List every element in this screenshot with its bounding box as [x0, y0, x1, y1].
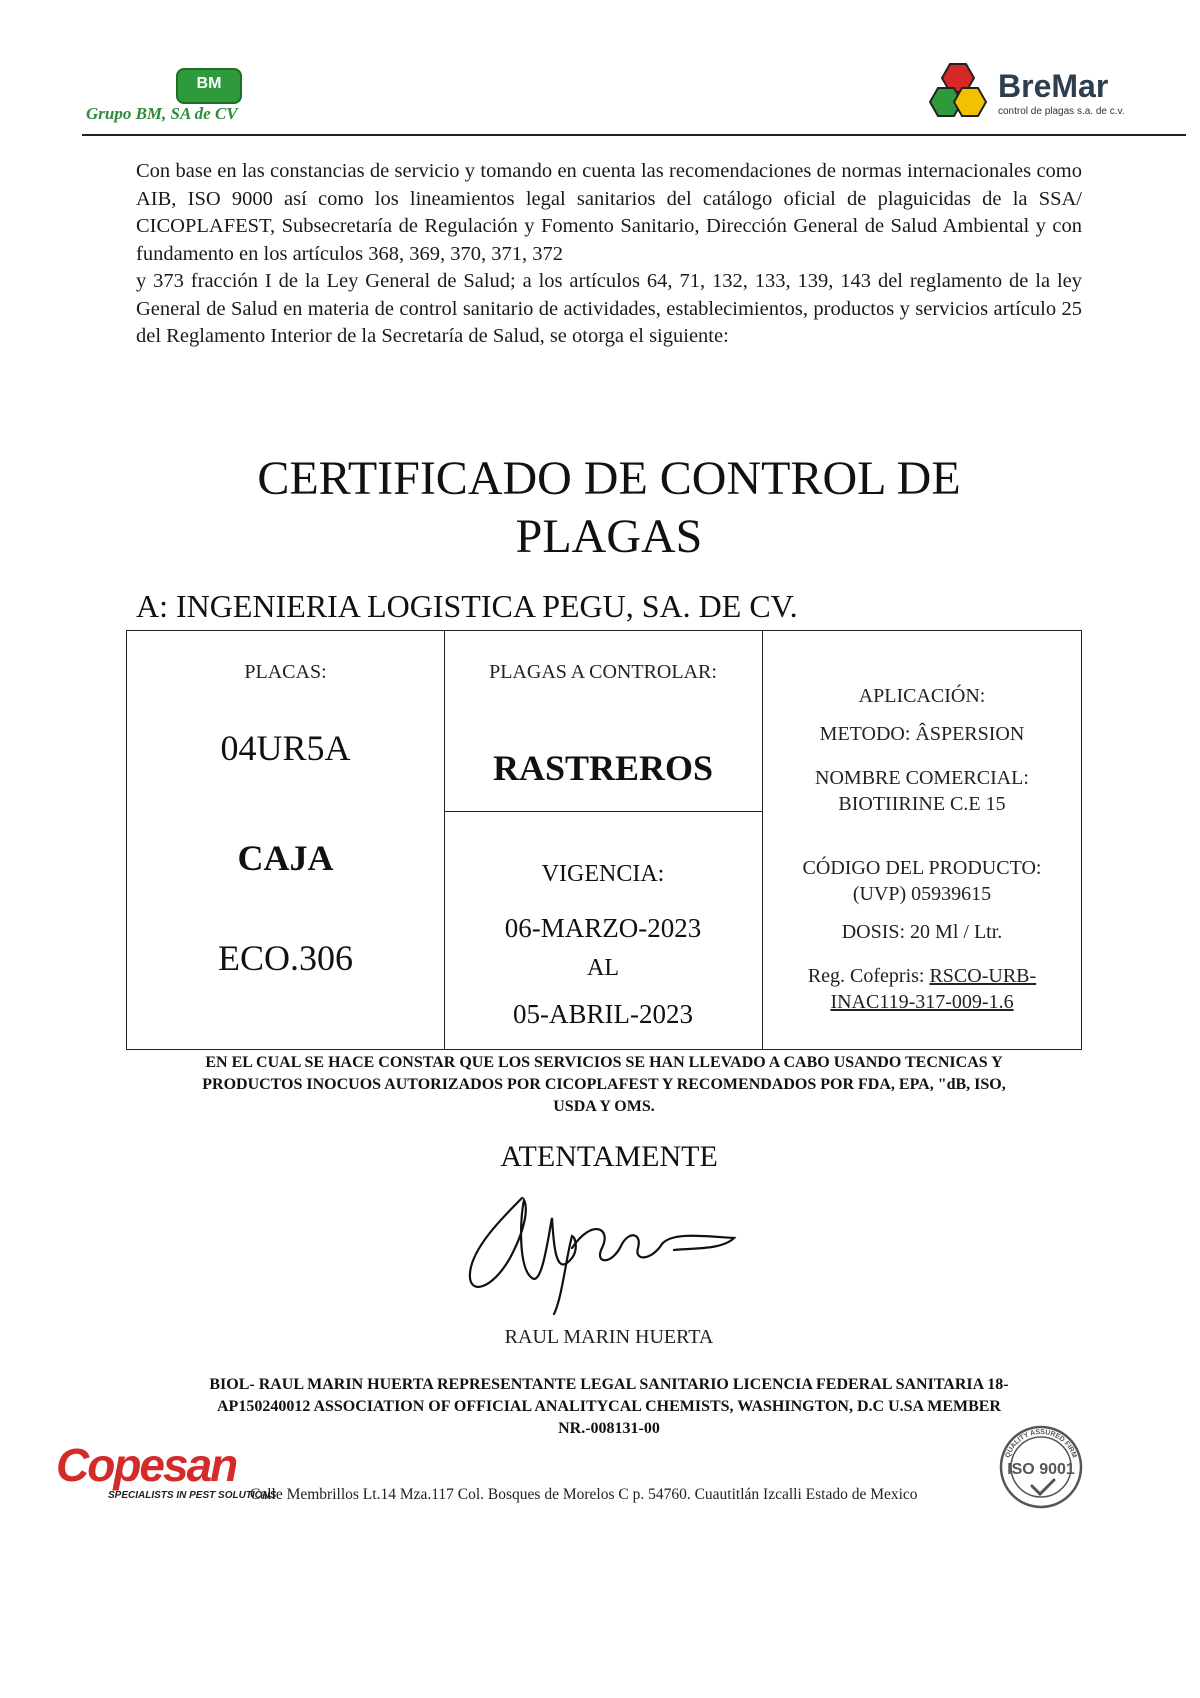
intro-paragraph-2: y 373 fracción I de la Ley General de Salud; a los artículos 64, 71, 132, 133, 139, 143 del reglamento de la ley General de Salud en materia de control sanitario de actividades, establecimientos, productos y servicios artículo 25 del Reglamento Interior de la Secretaría de Salud, se otorga el siguiente: — [136, 270, 1082, 347]
bremar-name: BreMar — [998, 68, 1109, 104]
vigencia-to: 05-ABRIL-2023 — [513, 999, 693, 1029]
title-line-2: PLAGAS — [515, 510, 703, 563]
svg-text:QUALITY ASSURED FIRM: QUALITY ASSURED FIRM — [1004, 1428, 1078, 1459]
bremar-tagline: control de plagas s.a. de c.v. — [998, 106, 1125, 117]
compliance-statement — [126, 1052, 1082, 1118]
placas-value: 04UR5A — [220, 728, 351, 768]
header-divider — [82, 134, 1186, 136]
aplicacion-label: APLICACIÓN: — [858, 685, 986, 707]
plagas-value: RASTREROS — [492, 748, 714, 788]
vigencia-separator: AL — [587, 955, 619, 981]
reg-cofepris — [762, 965, 1082, 988]
copesan-tagline: SPECIALISTS IN PEST SOLUTIONS — [108, 1490, 277, 1501]
statement-line-3: USDA Y OMS. — [553, 1098, 655, 1115]
placas-label: PLACAS: — [244, 661, 327, 683]
statement-line-1: EN EL CUAL SE HACE CONSTAR QUE LOS SERVICIOS SE HAN LLEVADO A CABO USANDO TECNICAS Y — [205, 1054, 1003, 1071]
vigencia-from: 06-MARZO-2023 — [504, 913, 702, 943]
intro-paragraph-1: Con base en las constancias de servicio y tomando en cuenta las recomendaciones de normas internacionales como AIB, ISO 9000 así como los lineamientos legal sanitarios del catálogo oficial de plaguicidas de la SSA/ CICOPLAFEST, Subsecretaría de Regulación y Fomento Sanitario, Dirección General de Salud Ambiental y con fundamento en los artículos 368, 369, 370, 371, 372 — [136, 160, 1082, 265]
certificate-title — [136, 450, 1082, 566]
iso-9001-seal-icon — [996, 1422, 1086, 1512]
signer-credentials — [136, 1374, 1082, 1440]
dosis-text: DOSIS: 20 Ml / Ltr. — [841, 921, 1003, 943]
statement-line-2: PRODUCTOS INOCUOS AUTORIZADOS POR CICOPLAFEST Y RECOMENDADOS POR FDA, EPA, "dB, ISO, — [202, 1076, 1006, 1093]
unit-number: ECO.306 — [218, 938, 353, 978]
reg-cofepris-value-1: RSCO-URB- — [929, 965, 1037, 987]
unit-type: CAJA — [237, 838, 334, 878]
bremar-logo — [928, 62, 1138, 124]
bm-badge: BM — [176, 68, 242, 104]
metodo-text: METODO: ÂSPERSION — [819, 723, 1025, 745]
signer-name: RAUL MARIN HUERTA — [504, 1326, 714, 1348]
signature-image — [462, 1178, 742, 1324]
recipient-line: A: INGENIERIA LOGISTICA PEGU, SA. DE CV. — [136, 588, 798, 624]
reg-cofepris-label: Reg. Cofepris: — [807, 965, 925, 987]
nombre-comercial-value: BIOTIIRINE C.E 15 — [838, 793, 1006, 815]
bremar-hexagon-icon — [928, 62, 994, 122]
table-divider-1 — [444, 631, 445, 1049]
copesan-wordmark: Copesan — [56, 1439, 237, 1491]
copesan-logo — [56, 1438, 277, 1508]
codigo-label: CÓDIGO DEL PRODUCTO: — [802, 857, 1042, 879]
credentials-line-3: NR.-008131-00 — [558, 1420, 660, 1437]
table-divider-mid — [444, 811, 762, 812]
company-address: Calle Membrillos Lt.14 Mza.117 Col. Bosques de Morelos C p. 54760. Cuautitlán Izcalli Estado de Mexico — [250, 1486, 918, 1503]
svg-text:ISO 9001: ISO 9001 — [1007, 1461, 1075, 1478]
nombre-comercial-label: NOMBRE COMERCIAL: — [815, 767, 1029, 789]
plagas-label: PLAGAS A CONTROLAR: — [489, 661, 717, 683]
bm-logo-text: Grupo BM, SA de CV — [86, 104, 238, 123]
grupo-bm-logo — [86, 66, 336, 128]
credentials-line-1: BIOL- RAUL MARIN HUERTA REPRESENTANTE LEGAL SANITARIO LICENCIA FEDERAL SANITARIA 18- — [209, 1376, 1009, 1393]
title-line-1: CERTIFICADO DE CONTROL DE — [257, 452, 961, 505]
intro-paragraph — [136, 158, 1082, 351]
vigencia-label: VIGENCIA: — [541, 861, 665, 887]
codigo-value: (UVP) 05939615 — [852, 883, 992, 905]
closing-word: ATENTAMENTE — [500, 1140, 718, 1173]
reg-cofepris-value-2: INAC119-317-009-1.6 — [830, 991, 1014, 1013]
certificate-table — [126, 630, 1082, 1050]
credentials-line-2: AP150240012 ASSOCIATION OF OFFICIAL ANALITYCAL CHEMISTS, WASHINGTON, D.C U.SA MEMBER — [217, 1398, 1001, 1415]
